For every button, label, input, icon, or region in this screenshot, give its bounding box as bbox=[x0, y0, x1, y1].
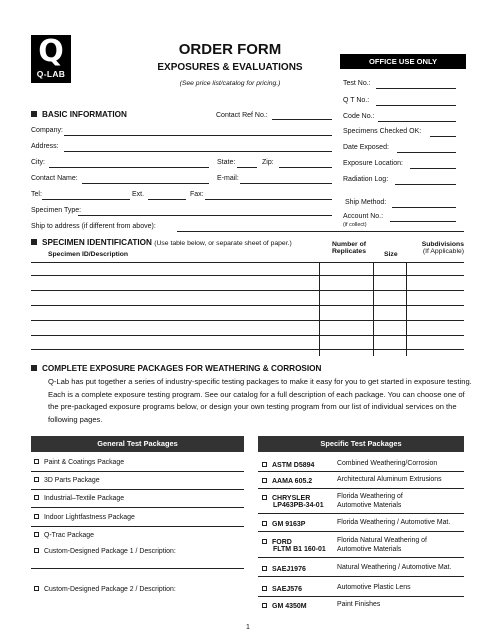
row-divider bbox=[31, 489, 244, 490]
fax-label: Fax: bbox=[190, 191, 204, 198]
general-package-item[interactable]: Paint & Coatings Package bbox=[34, 459, 124, 466]
specific-package-desc: Automotive Plastic Lens bbox=[337, 584, 411, 591]
table-row[interactable] bbox=[31, 305, 464, 306]
row-divider bbox=[31, 507, 244, 508]
company-label: Company: bbox=[31, 127, 63, 134]
specific-package-desc: Florida Weathering / Automotive Mat. bbox=[337, 519, 451, 526]
office-field-label: Date Exposed: bbox=[343, 144, 389, 151]
exposure-location-input[interactable] bbox=[410, 168, 456, 169]
checkbox-icon[interactable] bbox=[262, 462, 267, 467]
contact-ref-label: Contact Ref No.: bbox=[216, 112, 268, 119]
general-package-item[interactable]: Custom-Designed Package 2 / Description: bbox=[34, 586, 176, 593]
table-row[interactable] bbox=[31, 290, 464, 291]
logo-letter: Q bbox=[38, 34, 64, 69]
address-label: Address: bbox=[31, 143, 59, 150]
row-divider bbox=[258, 488, 464, 489]
account-no-input[interactable] bbox=[390, 221, 456, 222]
specimen-type-label: Specimen Type: bbox=[31, 207, 82, 214]
radiation-log-input[interactable] bbox=[395, 184, 456, 185]
specific-package-desc: Combined Weathering/Corrosion bbox=[337, 460, 438, 467]
specific-package-item[interactable]: CHRYSLER bbox=[262, 493, 310, 502]
checkbox-icon[interactable] bbox=[34, 514, 39, 519]
qt-no-input[interactable] bbox=[376, 105, 456, 106]
logo-text: Q-LAB bbox=[36, 69, 66, 79]
code-no-input[interactable] bbox=[378, 121, 456, 122]
email-input[interactable] bbox=[240, 183, 332, 184]
table-row[interactable] bbox=[31, 335, 464, 336]
specific-package-item[interactable]: AAMA 605.2 bbox=[262, 476, 312, 485]
table-divider bbox=[373, 262, 374, 356]
office-field-label: Exposure Location: bbox=[343, 160, 403, 167]
col-specimen-desc: Specimen ID/Description bbox=[48, 251, 129, 258]
state-label: State: bbox=[217, 159, 236, 166]
col-size: Size bbox=[384, 251, 398, 258]
specimen-id-heading: SPECIMEN IDENTIFICATION (Use table below, or separate sheet of paper.) bbox=[31, 238, 292, 247]
table-row[interactable] bbox=[31, 320, 464, 321]
checkbox-icon[interactable] bbox=[262, 521, 267, 526]
state-input[interactable] bbox=[237, 167, 257, 168]
fax-input[interactable] bbox=[205, 199, 332, 200]
checkbox-icon[interactable] bbox=[34, 477, 39, 482]
general-packages-header: General Test Packages bbox=[31, 436, 244, 452]
table-divider bbox=[319, 262, 320, 356]
specific-package-code-line2: FLTM B1 160-01 bbox=[273, 546, 326, 553]
pricing-note: (See price list/catalog for pricing.) bbox=[179, 80, 281, 87]
packages-heading: COMPLETE EXPOSURE PACKAGES FOR WEATHERING & CORROSION bbox=[31, 364, 321, 373]
checkbox-icon[interactable] bbox=[34, 532, 39, 537]
checkbox-icon[interactable] bbox=[262, 539, 267, 544]
email-label: E-mail: bbox=[217, 175, 239, 182]
table-top-rule bbox=[31, 262, 464, 263]
specific-package-desc: Florida Weathering of bbox=[337, 493, 403, 500]
square-bullet-icon bbox=[31, 365, 37, 371]
specimen-type-input[interactable] bbox=[78, 215, 332, 216]
page-number: 1 bbox=[246, 624, 250, 631]
ship-to-input[interactable] bbox=[177, 231, 464, 232]
ext-label: Ext. bbox=[132, 191, 145, 198]
row-divider bbox=[31, 568, 244, 569]
general-package-item[interactable]: Q-Trac Package bbox=[34, 532, 94, 539]
specimens-checked-input[interactable] bbox=[430, 136, 456, 137]
square-bullet-icon bbox=[31, 111, 37, 117]
office-field-label: Radiation Log: bbox=[343, 176, 389, 183]
checkbox-icon[interactable] bbox=[262, 478, 267, 483]
row-divider bbox=[258, 596, 464, 597]
specific-package-item[interactable]: GM 9163P bbox=[262, 519, 305, 528]
office-use-header: OFFICE USE ONLY bbox=[340, 54, 466, 69]
account-note: (if collect) bbox=[343, 222, 367, 228]
general-package-item[interactable]: Custom-Designed Package 1 / Description: bbox=[34, 548, 176, 555]
ext-input[interactable] bbox=[148, 199, 186, 200]
tel-input[interactable] bbox=[42, 199, 130, 200]
office-field-label: Account No.: bbox=[343, 213, 384, 220]
general-package-item[interactable]: Indoor Lightfastness Package bbox=[34, 514, 135, 521]
q-lab-logo bbox=[31, 35, 71, 83]
row-divider bbox=[258, 513, 464, 514]
page-title: ORDER FORM bbox=[178, 41, 282, 58]
col-subdivisions: Subdivisions (If Applicable) bbox=[421, 241, 464, 255]
zip-label: Zip: bbox=[262, 159, 274, 166]
specific-package-item[interactable]: FORD bbox=[262, 537, 292, 546]
specific-package-desc: Natural Weathering / Automotive Mat. bbox=[337, 564, 452, 571]
office-field-label: Q T No.: bbox=[343, 97, 370, 104]
specific-package-item[interactable]: ASTM D5894 bbox=[262, 460, 314, 469]
row-divider bbox=[31, 471, 244, 472]
row-divider bbox=[258, 531, 464, 532]
test-no-input[interactable] bbox=[376, 88, 456, 89]
specific-package-desc: Paint Finishes bbox=[337, 601, 381, 608]
checkbox-icon[interactable] bbox=[34, 586, 39, 591]
contact-name-input[interactable] bbox=[82, 183, 209, 184]
ship-to-label: Ship to address (if different from above): bbox=[31, 223, 156, 230]
row-divider bbox=[258, 557, 464, 558]
specific-package-item[interactable]: GM 4350M bbox=[262, 601, 307, 610]
checkbox-icon[interactable] bbox=[34, 459, 39, 464]
general-package-item[interactable]: Industrial–Textile Package bbox=[34, 495, 124, 502]
specific-package-desc-line2: Automotive Materials bbox=[337, 546, 402, 553]
specific-package-desc: Florida Natural Weathering of bbox=[337, 537, 427, 544]
specific-packages-header: Specific Test Packages bbox=[258, 436, 464, 452]
specific-package-desc: Architectural Aluminum Extrusions bbox=[337, 476, 442, 483]
table-row[interactable] bbox=[31, 275, 464, 276]
company-input[interactable] bbox=[64, 135, 332, 136]
checkbox-icon[interactable] bbox=[262, 495, 267, 500]
row-divider bbox=[31, 526, 244, 527]
office-field-label: Code No.: bbox=[343, 113, 375, 120]
table-divider bbox=[406, 262, 407, 356]
row-divider bbox=[258, 576, 464, 577]
table-row[interactable] bbox=[31, 349, 464, 350]
office-field-label: Ship Method: bbox=[345, 199, 387, 206]
office-field-label: Test No.: bbox=[343, 80, 371, 87]
packages-paragraph: Q-Lab has put together a series of industry-specific testing packages to make it easy for you to get started in exposure testing. Each is a complete exposure testing program. See our catalog for a full description of each package. You can choose one of the pre-packaged exposure programs below, or design your own testing program from our list of individual services on the following pages. bbox=[48, 377, 472, 424]
page-subtitle: EXPOSURES & EVALUATIONS bbox=[157, 62, 303, 73]
checkbox-icon[interactable] bbox=[262, 603, 267, 608]
city-input[interactable] bbox=[49, 167, 209, 168]
specific-package-item[interactable]: SAEJ1976 bbox=[262, 564, 306, 573]
specific-package-desc-line2: Automotive Materials bbox=[337, 502, 402, 509]
address-input[interactable] bbox=[64, 151, 332, 152]
date-exposed-input[interactable] bbox=[397, 152, 456, 153]
checkbox-icon[interactable] bbox=[34, 495, 39, 500]
contact-ref-input[interactable] bbox=[272, 119, 332, 120]
basic-info-heading: BASIC INFORMATION bbox=[31, 110, 127, 119]
office-field-label: Specimens Checked OK: bbox=[343, 128, 422, 135]
contact-name-label: Contact Name: bbox=[31, 175, 78, 182]
specific-package-code-line2: LP463PB-34-01 bbox=[273, 502, 324, 509]
general-package-item[interactable]: 3D Parts Package bbox=[34, 477, 100, 484]
checkbox-icon[interactable] bbox=[262, 586, 267, 591]
col-replicates: Number of Replicates bbox=[331, 241, 366, 255]
row-divider bbox=[258, 471, 464, 472]
checkbox-icon[interactable] bbox=[262, 566, 267, 571]
zip-input[interactable] bbox=[279, 167, 332, 168]
specific-package-item[interactable]: SAEJ576 bbox=[262, 584, 302, 593]
square-bullet-icon bbox=[31, 239, 37, 245]
city-label: City: bbox=[31, 159, 45, 166]
checkbox-icon[interactable] bbox=[34, 548, 39, 553]
ship-method-input[interactable] bbox=[392, 207, 456, 208]
tel-label: Tel: bbox=[31, 191, 42, 198]
